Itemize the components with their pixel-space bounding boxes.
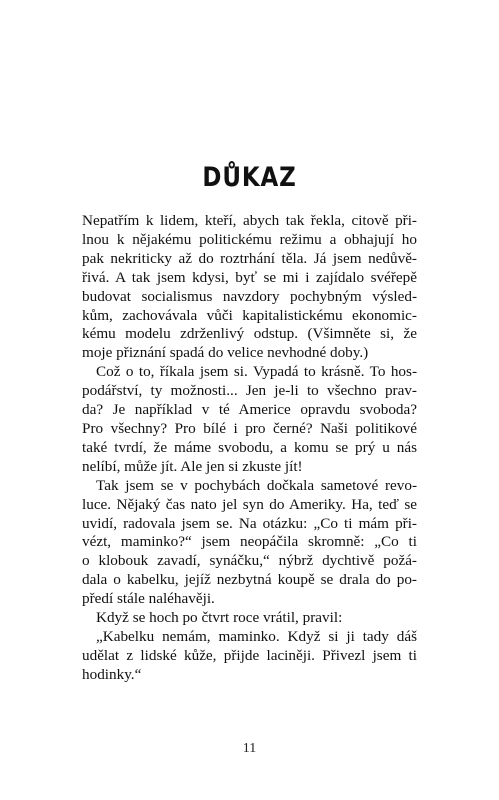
body-text — [82, 212, 417, 685]
text-line: uvidí, radovala jsem se. Na otázku: „Co ti mám při- — [82, 514, 417, 532]
text-line: budovat socialismus navzdory pochybným výsled- — [82, 287, 417, 305]
text-line: o klobouk zavadí, synáčku,“ nýbrž dychtivě požá- — [82, 552, 417, 570]
text-line: Což o to, říkala jsem si. Vypadá to krásně. To hos- — [96, 363, 417, 381]
text-line: luce. Nějaký čas nato jel syn do Ameriky. Ha, teď se — [82, 495, 417, 513]
text-line: kům, zachovávala vůči kapitalistickému ekonomic- — [82, 306, 417, 324]
text-line: lnou k nějakému politickému režimu a obhajují ho — [82, 230, 417, 248]
text-line: da? Je například v té Americe opravdu svoboda? — [82, 401, 417, 419]
paragraph — [82, 363, 417, 476]
text-line: předí stále naléhavěji. — [82, 590, 215, 608]
paragraph — [82, 628, 417, 685]
paragraph — [82, 212, 417, 363]
text-line: „Kabelku nemám, maminko. Když si ji tady dáš — [96, 627, 417, 645]
text-line: pak nekriticky až do roztrhání těla. Já jsem nedůvě- — [82, 249, 417, 267]
text-line: podářství, ty možnosti... Jen je-li to všechno prav- — [82, 382, 417, 400]
text-line: kému modelu zdrženlivý odstup. (Všimněte si, že — [82, 325, 417, 343]
text-line: Nepatřím k lidem, kteří, abych tak řekla, citově při- — [82, 212, 417, 229]
paragraph — [82, 609, 417, 628]
text-line: Pro všechny? Pro bílé i pro černé? Naši politikové — [82, 419, 417, 437]
text-line: Tak jsem se v pochybách dočkala sametové revo- — [96, 476, 417, 494]
chapter-title: DŮKAZ — [202, 162, 297, 193]
text-line: vézt, maminko?“ jsem neopáčila skromně: „Co ti — [82, 533, 417, 551]
text-line: řivá. A tak jsem kdysi, byť se mi i zajídalo svéřepě — [82, 268, 417, 286]
text-line: moje přiznání spadá do velice nevhodné doby.) — [82, 344, 369, 362]
text-line: také tvrdí, že máme svobodu, a komu se prý u nás — [82, 438, 417, 456]
text-line: dala o kabelku, jejíž nezbytná koupě se drala do po- — [82, 571, 417, 589]
text-line: hodinky.“ — [82, 665, 142, 683]
text-line: udělat z lidské kůže, přijde laciněji. Přivezl jsem ti — [82, 646, 417, 664]
paragraph — [82, 477, 417, 609]
text-line: Když se hoch po čtvrt roce vrátil, pravil: — [96, 609, 343, 627]
text-line: nelíbí, může jít. Ale jen si zkuste jít! — [82, 457, 303, 475]
page-number: 11 — [242, 741, 257, 756]
